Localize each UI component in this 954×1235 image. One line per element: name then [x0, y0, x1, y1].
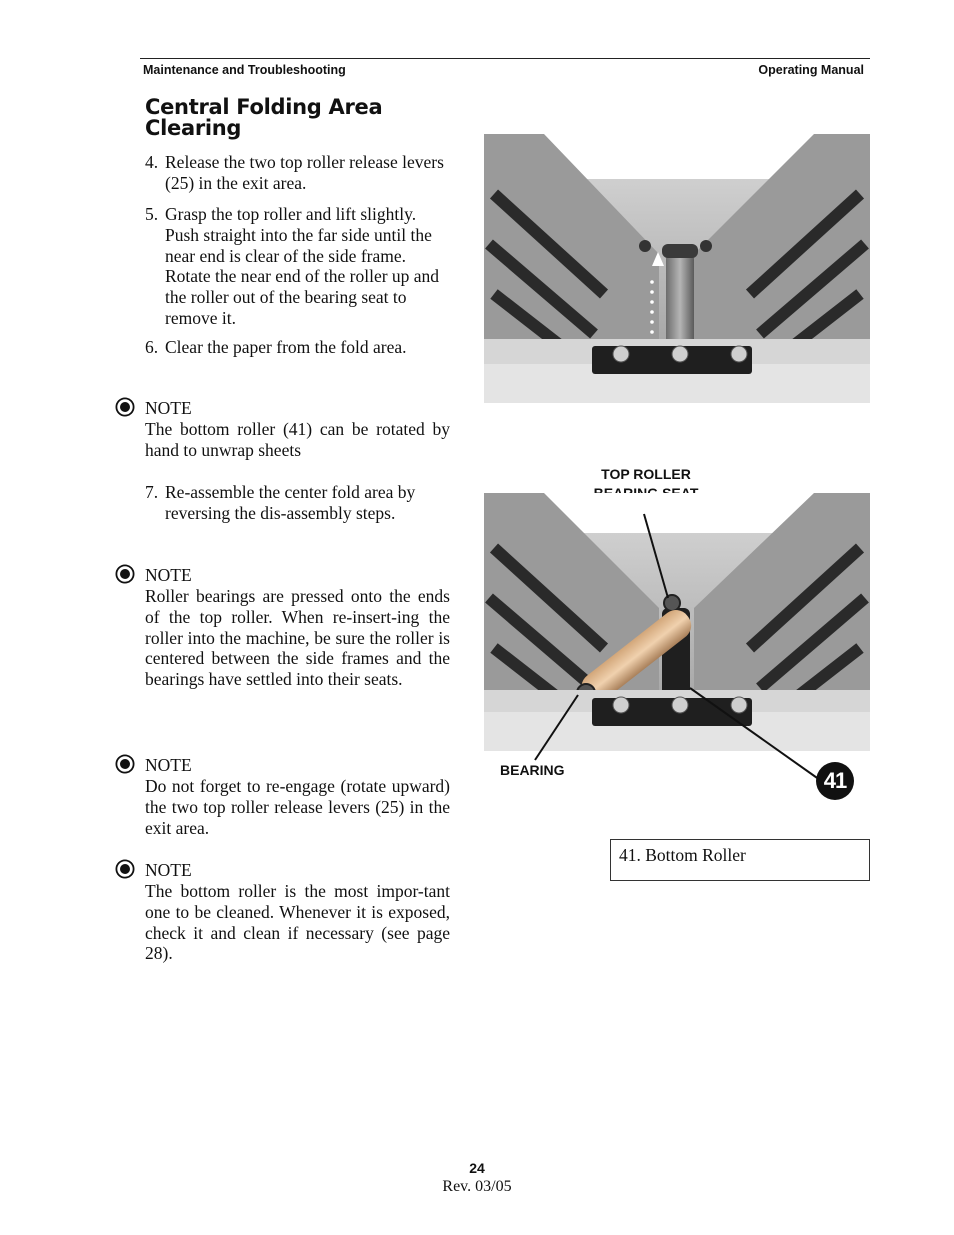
note-label: NOTE: [145, 755, 192, 775]
step-number: 7.: [145, 482, 159, 502]
note-label: NOTE: [145, 398, 192, 418]
step-text: Grasp the top roller and lift slightly. Push straight into the far side until the near end is clear of the side frame. Rotate the near end of the roller up and the roller out of the bearing seat to remove it.: [165, 204, 440, 328]
section-title: Central Folding Area Clearing: [145, 95, 383, 140]
callout-bearing: BEARING: [500, 762, 565, 778]
step-text: Re-assemble the center fold area by reversing the dis-assembly steps.: [165, 482, 416, 523]
note-label: NOTE: [145, 860, 192, 880]
revision-date: Rev. 03/05: [442, 1178, 512, 1195]
step-text: Clear the paper from the fold area.: [165, 337, 407, 357]
header-section-name: Maintenance and Troubleshooting: [143, 63, 346, 77]
step-number: 6.: [145, 337, 159, 357]
callout-badge-41: 41: [816, 762, 854, 800]
note-text: Roller bearings are pressed onto the ends of the top roller. When re-insert-ing the roller into the machine, be sure the roller is centered between the side frames and the bearings have settled into their seats.: [145, 586, 450, 690]
header-manual-name: Operating Manual: [758, 63, 864, 77]
figure-legend: [610, 839, 870, 881]
legend-text: 41. Bottom Roller: [619, 845, 746, 865]
note-text: The bottom roller (41) can be rotated by hand to unwrap sheets: [145, 419, 450, 460]
note-label: NOTE: [145, 565, 192, 585]
note-text: Do not forget to re-engage (rotate upward) the two top roller release levers (25) in the exit area.: [145, 776, 450, 838]
step-number: 4.: [145, 152, 159, 172]
step-text: Release the two top roller release levers (25) in the exit area.: [165, 152, 444, 193]
page-number: 24: [469, 1160, 485, 1176]
callout-line-1: TOP ROLLER: [601, 466, 691, 482]
step-number: 5.: [145, 204, 159, 224]
note-text: The bottom roller is the most impor-tant one to be cleaned. Whenever it is exposed, check it and clean if necessary (see page 28).: [145, 881, 450, 964]
